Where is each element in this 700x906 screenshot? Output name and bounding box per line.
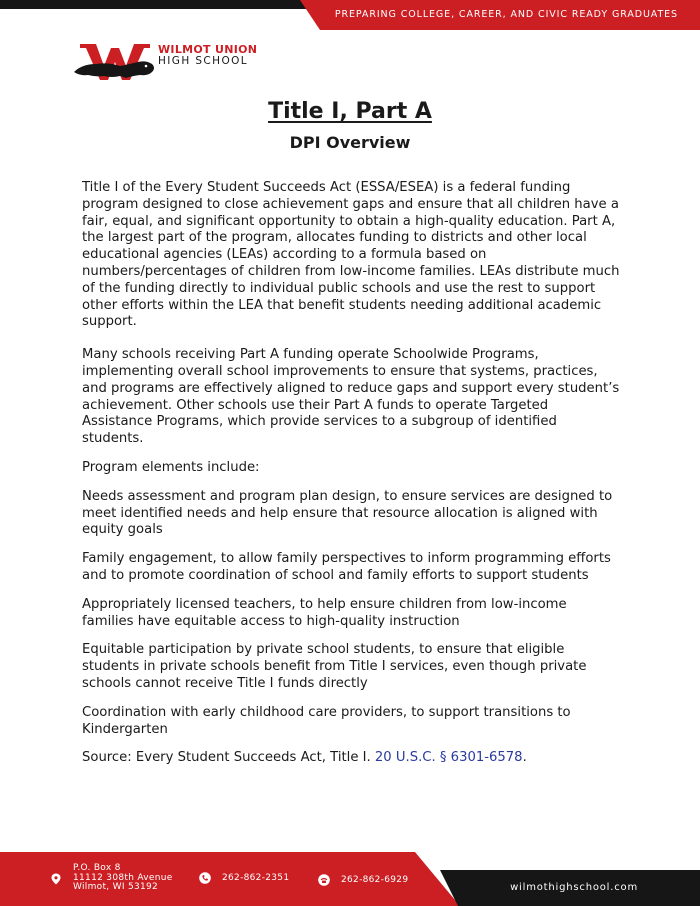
address-line-1: P.O. Box 8	[73, 863, 121, 873]
logo-school-name: WILMOT UNION	[158, 43, 258, 56]
document-title: Title I, Part A	[268, 99, 432, 124]
program-element-item: Equitable participation by private school students, to ensure that eligible students in private schools benefit from Title I services, even though private schools cannot receive Title I funds directly	[82, 642, 587, 691]
header-tagline: PREPARING COLLEGE, CAREER, AND CIVIC READY GRADUATES	[334, 9, 678, 20]
schoolwide-paragraph: Many schools receiving Part A funding operate Schoolwide Programs, implementing overall school improvements to ensure that systems, practices, and programs are effectively aligned to reduce gaps and support every student’s achievement. Other schools use their Part A funds to operate Targeted Assistance Programs, which provide services to a subgroup of identified students.	[82, 347, 620, 447]
program-element-item: Coordination with early childhood care providers, to support transitions to Kindergarten	[82, 704, 571, 737]
address-line-3: Wilmot, WI 53192	[73, 882, 159, 892]
document-body	[82, 180, 622, 767]
source-suffix: .	[522, 750, 527, 766]
footer-phone[interactable]: 262-862-2351	[222, 873, 290, 883]
panther-w-logo-icon	[74, 42, 156, 82]
location-pin-icon	[50, 873, 62, 885]
address-line-2: 11112 308th Avenue	[73, 872, 173, 883]
logo-school-type: HIGH SCHOOL	[158, 55, 249, 67]
program-element-item: Appropriately licensed teachers, to help ensure children from low-income families have equitable access to high-quality instruction	[82, 596, 567, 629]
source-line	[82, 750, 622, 767]
header-black-bar	[0, 0, 330, 9]
school-logo	[74, 42, 264, 82]
source-citation-link[interactable]: 20 U.S.C. § 6301-6578	[374, 750, 523, 766]
footer-website-link[interactable]: wilmothighschool.com	[510, 882, 638, 893]
phone-icon	[199, 872, 211, 884]
elements-intro: Program elements include:	[82, 459, 260, 475]
document-subtitle: DPI Overview	[289, 133, 411, 152]
fax-icon	[318, 874, 330, 886]
footer-address	[73, 864, 173, 893]
source-prefix: Source: Every Student Succeeds Act, Title I.	[82, 750, 375, 766]
footer-fax[interactable]: 262-862-6929	[341, 875, 409, 885]
program-element-item: Needs assessment and program plan design, to ensure services are designed to meet identified needs and help ensure that resource allocation is aligned with equity goals	[82, 488, 613, 538]
program-element-item: Family engagement, to allow family perspectives to inform programming efforts and to promote coordination of school and family efforts to support students	[82, 551, 611, 583]
intro-paragraph: Title I of the Every Student Succeeds Act (ESSA/ESEA) is a federal funding program designed to close achievement gaps and ensure that all children have a fair, equal, and significant opportunity to obtain a high-quality education. Part A, the largest part of the program, allocates funding to districts and other local educational agencies (LEAs) according to a formula based on numbers/percentages of children from low-income families. LEAs distribute much of the funding directly to individual public schools and use the rest to support other efforts within the LEA that benefit students needing additional academic support.	[82, 180, 620, 330]
